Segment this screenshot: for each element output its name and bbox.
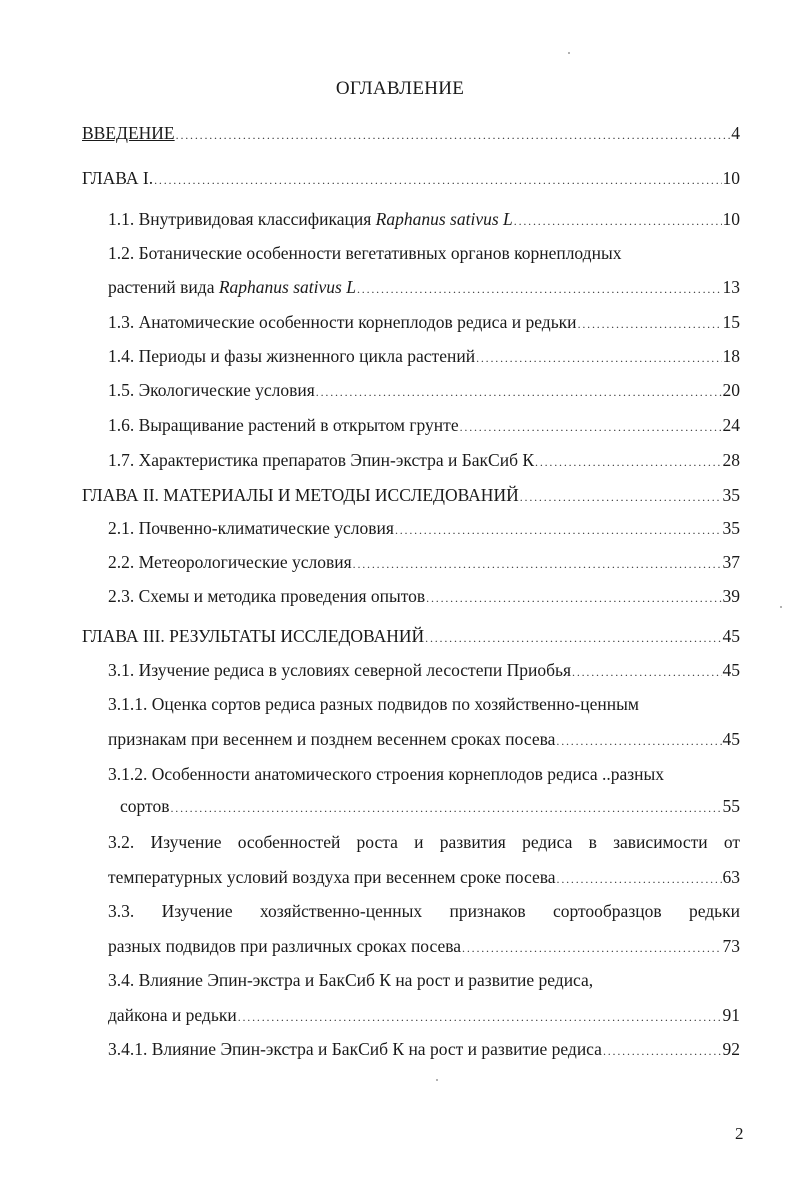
toc-page-number: 73: [722, 936, 740, 956]
toc-entry-label: 1.6. Выращивание растений в открытом грунте: [108, 415, 459, 435]
toc-entry-2-3[interactable]: [108, 585, 740, 609]
dot-leader: [170, 797, 721, 819]
toc-entry-3-1-2-line1: 3.1.2. Особенности анатомического строения корнеплодов редиса ..разных: [108, 764, 665, 784]
toc-entry-3-1-2[interactable]: [120, 795, 740, 819]
toc-entry-label: 1.5. Экологические условия: [108, 380, 315, 400]
toc-entry-3-4-1[interactable]: [108, 1038, 740, 1062]
dot-leader: [557, 868, 722, 890]
toc-entry-3-1[interactable]: [108, 659, 740, 683]
toc-entry-intro[interactable]: [82, 122, 740, 146]
toc-entry-3-2[interactable]: [108, 866, 740, 890]
toc-entry-3-1-1-line1: 3.1.1. Оценка сортов редиса разных подвидов по хозяйственно-ценным: [108, 694, 639, 714]
toc-entry-1-4[interactable]: [108, 345, 740, 369]
toc-entry-label: разных подвидов при различных сроках посева: [108, 936, 462, 956]
toc-entry-3-4-line1: 3.4. Влияние Эпин-экстра и БакСиб К на рост и развитие редиса,: [108, 970, 594, 990]
toc-entry-1-2[interactable]: [108, 276, 740, 300]
toc-entry-1-5[interactable]: [108, 379, 740, 403]
toc-page-number: 45: [722, 626, 740, 646]
toc-entry-label: дайкона и редьки: [108, 1005, 237, 1025]
dot-leader: [535, 451, 721, 473]
dot-leader: [357, 278, 722, 300]
toc-entry-3-2-line1: 3.2. Изучение особенностей роста и развития редиса в зависимости от: [108, 832, 740, 852]
toc-page-number: 24: [722, 415, 740, 435]
scan-speck: [568, 52, 570, 54]
dot-leader: [426, 587, 721, 609]
toc-page-number: 55: [722, 796, 740, 816]
dot-leader: [176, 124, 731, 146]
toc-page-number: 91: [722, 1005, 740, 1025]
toc-entry-3-3-line1: 3.3. Изучение хозяйственно-ценных признаков сортообразцов редьки: [108, 901, 740, 921]
toc-entry-chapter-2[interactable]: [82, 484, 740, 508]
toc-entry-label: ГЛАВА I.: [82, 168, 154, 188]
toc-entry-chapter-3[interactable]: [82, 625, 740, 649]
toc-entry-label: температурных условий воздуха при весеннем сроке посева: [108, 867, 556, 887]
toc-page-number: 35: [722, 485, 740, 505]
toc-page-number: 45: [722, 729, 740, 749]
toc-page-number: 37: [722, 552, 740, 572]
toc-page-number: 28: [722, 450, 740, 470]
toc-page-number: 15: [722, 312, 740, 332]
toc-entry-1-2-line1: 1.2. Ботанические особенности вегетативных органов корнеплодных: [108, 243, 622, 263]
page-number: 2: [735, 1124, 744, 1143]
toc-entry-1-6[interactable]: [108, 414, 740, 438]
toc-entry-label: ГЛАВА II. МАТЕРИАЛЫ И МЕТОДЫ ИССЛЕДОВАНИЙ: [82, 485, 519, 505]
dot-leader: [572, 661, 721, 683]
toc-entry-2-1[interactable]: [108, 517, 740, 541]
toc-entry-label: 2.3. Схемы и методика проведения опытов: [108, 586, 426, 606]
toc-entry-label: признакам при весеннем и позднем весеннем сроках посева: [108, 729, 556, 749]
dot-leader: [238, 1006, 722, 1028]
toc-entry-label: 1.4. Периоды и фазы жизненного цикла растений: [108, 346, 476, 366]
toc-entry-label: 3.1. Изучение редиса в условиях северной лесостепи Приобья: [108, 660, 572, 680]
toc-page-number: 10: [722, 209, 740, 229]
toc-page-number: 63: [722, 867, 740, 887]
toc-page-number: 45: [722, 660, 740, 680]
scan-speck: [780, 606, 782, 608]
toc-entry-3-3[interactable]: [108, 935, 740, 959]
dot-leader: [476, 347, 721, 369]
toc-entry-1-1[interactable]: [108, 208, 740, 232]
toc-entry-1-7[interactable]: [108, 449, 740, 473]
toc-entry-label: 1.7. Характеристика препаратов Эпин-экстра и БакСиб К: [108, 450, 535, 470]
dot-leader: [520, 486, 722, 508]
dot-leader: [395, 519, 722, 541]
toc-entry-label: ГЛАВА III. РЕЗУЛЬТАТЫ ИССЛЕДОВАНИЙ: [82, 626, 425, 646]
toc-entry-label: 1.3. Анатомические особенности корнеплодов редиса и редьки: [108, 312, 577, 332]
dot-leader: [514, 210, 722, 232]
dot-leader: [425, 627, 721, 649]
toc-entry-label: сортов: [120, 796, 170, 816]
dot-leader: [460, 416, 722, 438]
toc-page-number: 92: [722, 1039, 740, 1059]
page-title: ОГЛАВЛЕНИЕ: [335, 78, 465, 99]
toc-entry-label: растений вида Raphanus sativus L: [108, 277, 356, 297]
dot-leader: [578, 313, 722, 335]
toc-entry-label: 2.1. Почвенно-климатические условия: [108, 518, 394, 538]
toc-entry-3-1-1[interactable]: [108, 728, 740, 752]
toc-entry-1-3[interactable]: [108, 311, 740, 335]
toc-page-number: 35: [722, 518, 740, 538]
dot-leader: [462, 937, 721, 959]
toc-entry-label: ВВЕДЕНИЕ: [82, 123, 175, 143]
toc-page-number: 39: [722, 586, 740, 606]
toc-entry-label: 1.1. Внутривидовая классификация Raphanus sativus L: [108, 209, 513, 229]
dot-leader: [603, 1040, 722, 1062]
toc-page-number: 10: [722, 168, 740, 188]
toc-entry-label: 3.4.1. Влияние Эпин-экстра и БакСиб К на рост и развитие редиса: [108, 1039, 602, 1059]
toc-page-number: 13: [722, 277, 740, 297]
dot-leader: [353, 553, 722, 575]
dot-leader: [556, 730, 721, 752]
toc-page-number: 4: [731, 123, 740, 143]
scan-speck: [436, 1079, 438, 1081]
dot-leader: [154, 169, 721, 191]
dot-leader: [316, 381, 722, 403]
toc-entry-2-2[interactable]: [108, 551, 740, 575]
toc-page-number: 20: [722, 380, 740, 400]
toc-entry-chapter-1[interactable]: [82, 167, 740, 191]
toc-entry-label: 2.2. Метеорологические условия: [108, 552, 352, 572]
toc-page-number: 18: [722, 346, 740, 366]
toc-entry-3-4[interactable]: [108, 1004, 740, 1028]
